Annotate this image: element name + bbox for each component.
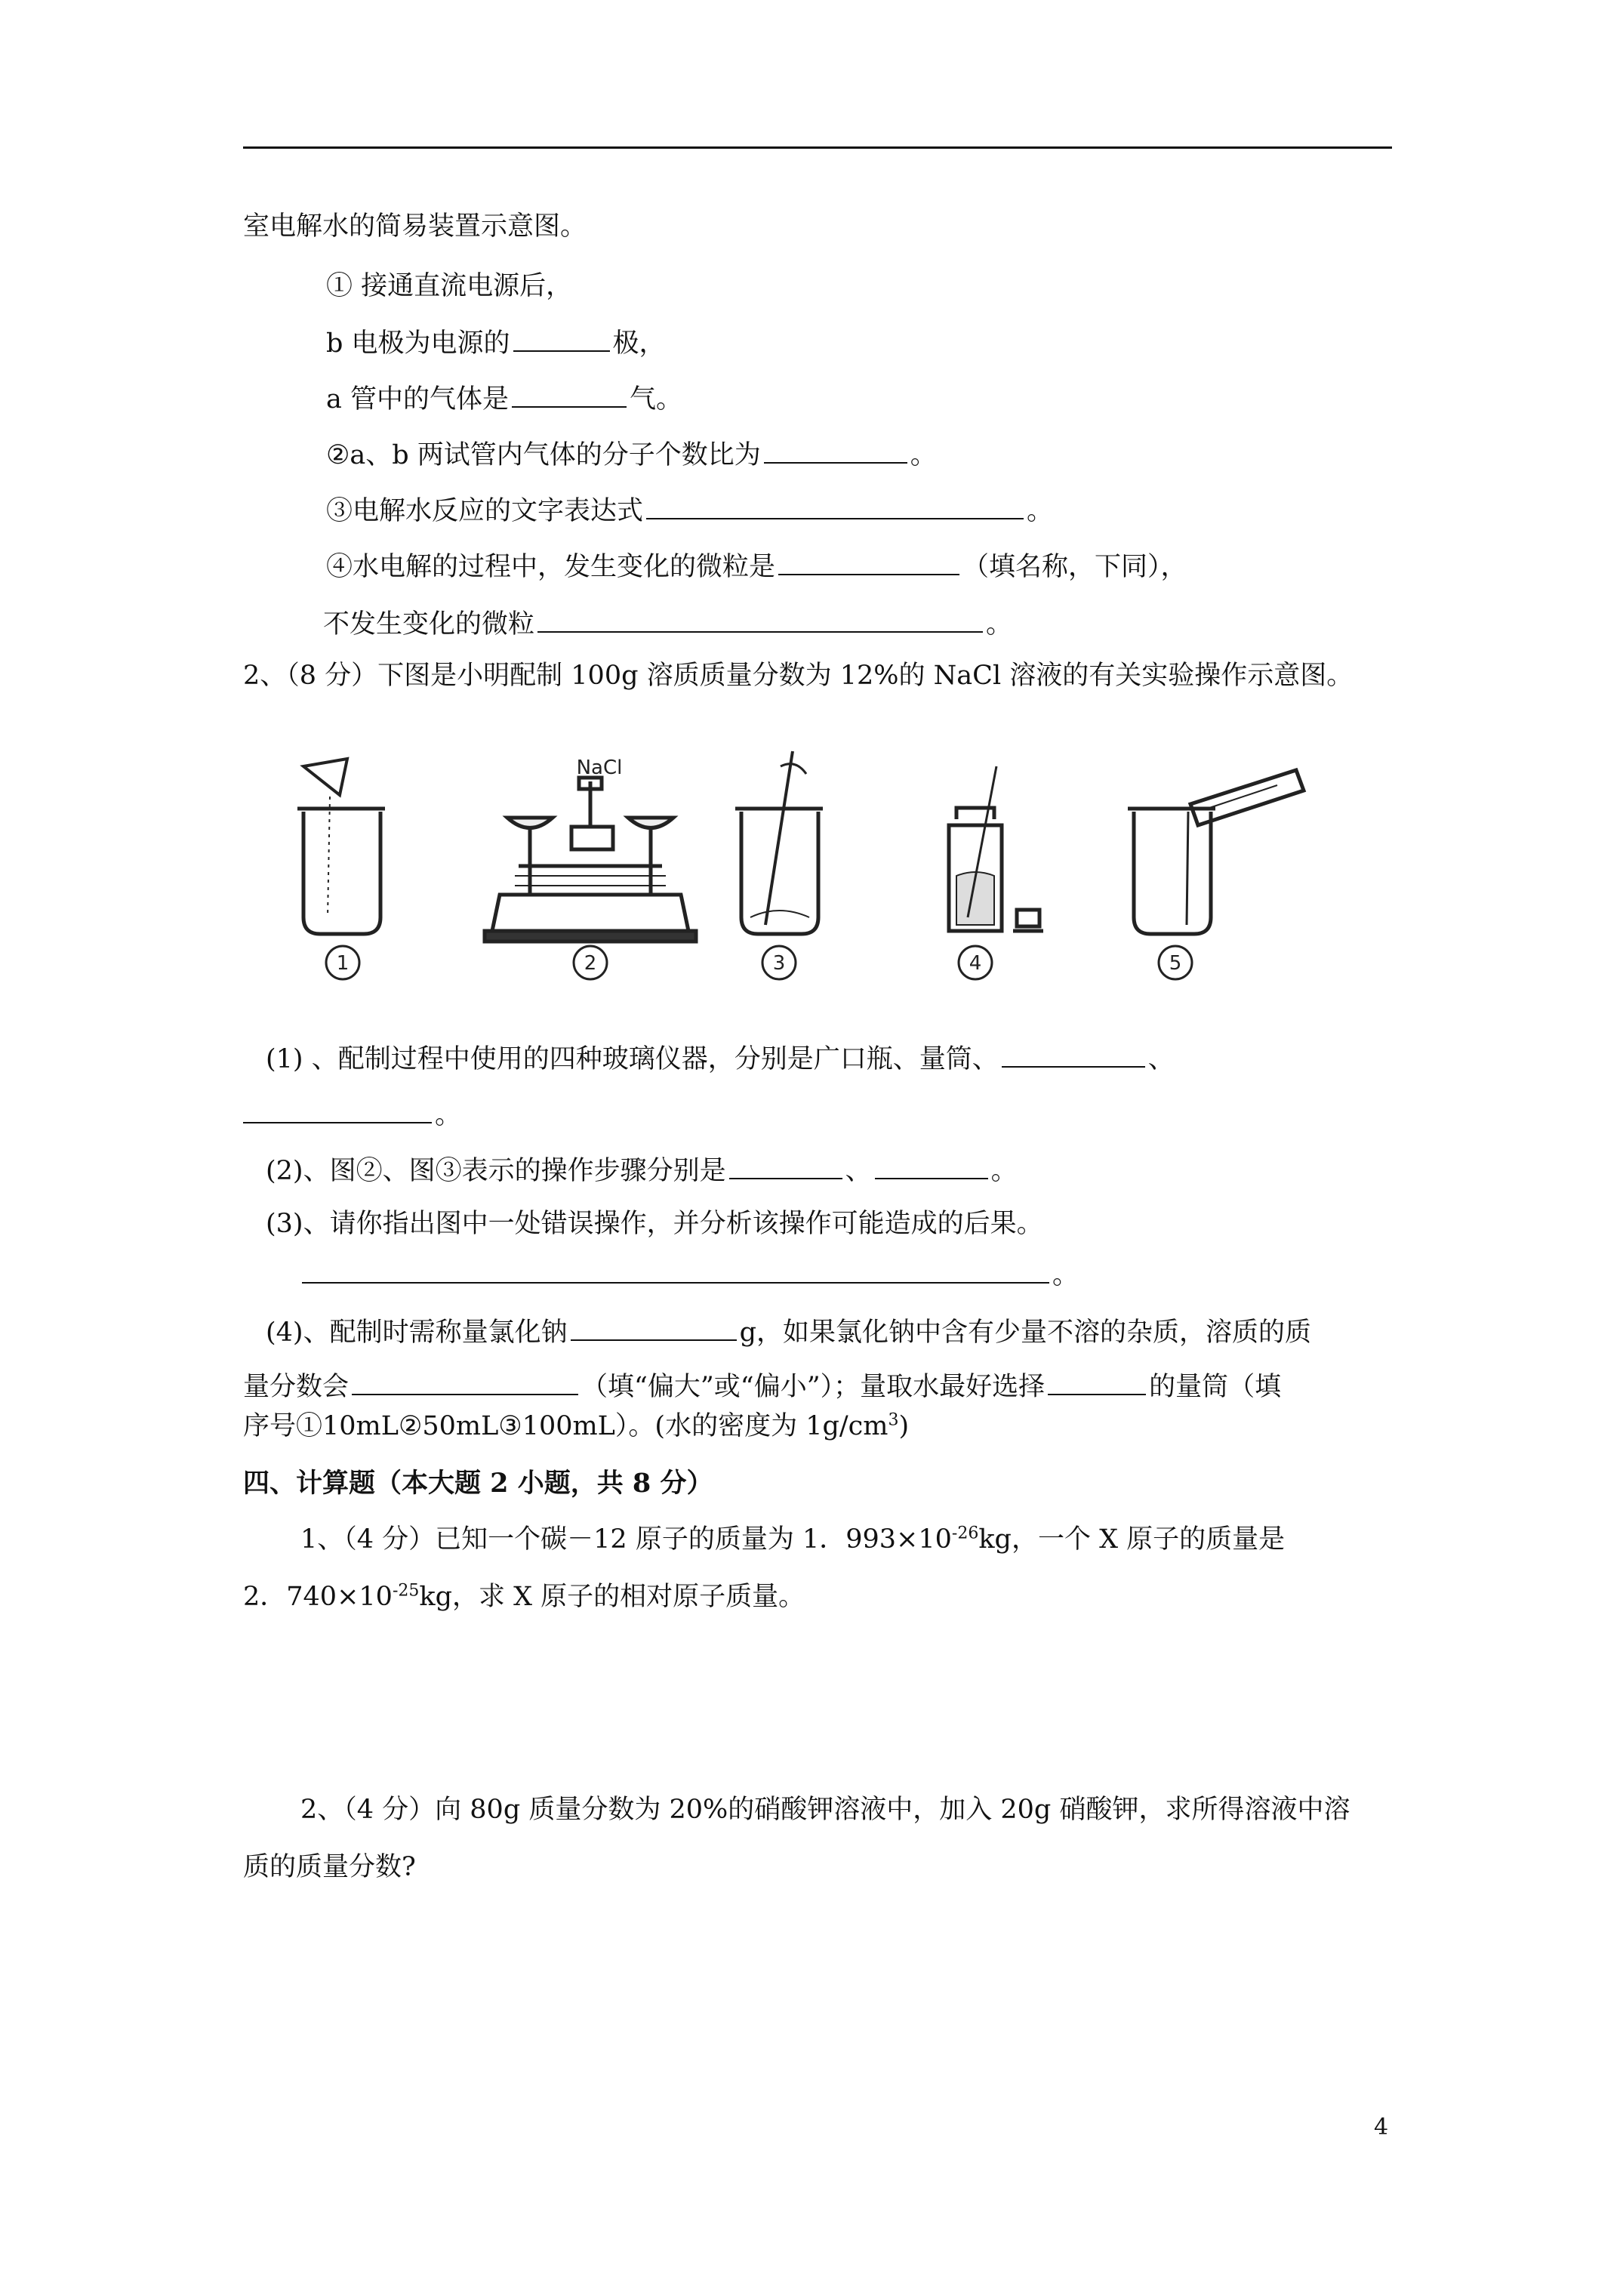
q2-part-2-text: (2)、图②、图③表示的操作步骤分别是: [266, 1156, 726, 1186]
intro-line: 室电解水的简易装置示意图。: [243, 211, 587, 242]
answer-blank[interactable]: [1002, 1040, 1145, 1068]
page-number: 4: [1374, 2114, 1389, 2140]
answer-blank[interactable]: [1048, 1368, 1146, 1395]
q1-line-3-text: a 管中的气体是: [326, 384, 509, 415]
q2-part-3-answer: [302, 1256, 1079, 1293]
answer-blank[interactable]: [537, 606, 983, 633]
answer-blank[interactable]: [778, 548, 959, 575]
header-rule: [243, 146, 1392, 149]
q1-line-2-text: b 电极为电源的: [326, 328, 510, 359]
q1-line-7-tail: 。: [986, 609, 1013, 639]
experiment-figure: [258, 736, 1307, 985]
q1-line-5: [326, 492, 1053, 529]
q1-line-7: [323, 606, 1012, 642]
q1-line-3-tail: 气。: [630, 384, 683, 415]
beaker-with-graduated-cylinder: [1128, 770, 1304, 934]
q2-part-1: [266, 1040, 1175, 1077]
section-4-heading: 四、计算题（本大题 2 小题，共 8 分）: [243, 1468, 713, 1499]
calc-1-text-a: 1、（4 分）已知一个碳－12 原子的质量为 1．993×10: [300, 1524, 952, 1555]
answer-blank[interactable]: [513, 325, 610, 352]
answer-blank[interactable]: [512, 381, 627, 408]
q2-part-4-line-3: [243, 1409, 909, 1444]
q1-line-6: [326, 548, 1187, 584]
q2-part-2-end: 。: [990, 1156, 1018, 1186]
step-number-5: 5: [1169, 952, 1182, 975]
superscript: -25: [392, 1581, 420, 1601]
step-number-1: 1: [336, 952, 350, 975]
q2-part-2: [266, 1152, 1018, 1188]
superscript: -26: [951, 1524, 979, 1543]
calc-1-text-b: kg，一个 X 原子的质量是: [978, 1524, 1286, 1555]
calc-1-line-2: [243, 1579, 805, 1614]
calc-1-text-d: kg，求 X 原子的相对原子质量。: [419, 1582, 805, 1612]
answer-blank[interactable]: [243, 1096, 432, 1123]
step-number-3: 3: [772, 952, 786, 975]
answer-blank[interactable]: [302, 1256, 1049, 1284]
answer-blank[interactable]: [764, 436, 907, 464]
q2-part-4-line-2-mid: （填“偏大”或“偏小”）；量取水最好选择: [581, 1372, 1046, 1402]
q2-part-1-text: (1) 、配制过程中使用的四种玻璃仪器，分别是广口瓶、量筒、: [266, 1044, 999, 1074]
q2-part-4-text: (4)、配制时需称量氯化钠: [266, 1318, 568, 1348]
q2-part-1-cont: [243, 1096, 461, 1133]
q2-part-2-sep: 、: [845, 1156, 872, 1186]
q2-part-4-line-3-end: ): [898, 1411, 910, 1441]
q1-line-7-text: 不发生变化的微粒: [323, 609, 535, 639]
q2-part-1-end: 。: [435, 1100, 462, 1130]
q1-line-4: [326, 436, 937, 473]
q2-part-4-line-2-tail: 的量筒（填: [1149, 1372, 1282, 1402]
beaker-with-glass-rod: [735, 751, 823, 934]
beaker-with-paper: [297, 759, 385, 934]
q1-line-6-text: ④水电解的过程中，发生变化的微粒是: [326, 552, 776, 582]
q2-part-3-end: 。: [1052, 1260, 1079, 1290]
calc-1-text-c: 2．740×10: [243, 1582, 393, 1612]
step-number-2: 2: [584, 952, 597, 975]
q2-part-4: [266, 1314, 1311, 1350]
q2-part-3: (3)、请你指出图中一处错误操作，并分析该操作可能造成的后果。: [266, 1209, 1043, 1239]
q2-part-1-sep: 、: [1147, 1044, 1175, 1074]
answer-blank[interactable]: [571, 1314, 737, 1341]
q1-line-5-text: ③电解水反应的文字表达式: [326, 496, 644, 526]
q1-line-5-tail: 。: [1027, 496, 1054, 526]
q2-part-4-line-3-text: 序号①10mL②50mL③100mL）。(水的密度为 1g/cm: [243, 1411, 888, 1441]
answer-blank[interactable]: [352, 1368, 578, 1395]
calc-2-line-1: 2、（4 分）向 80g 质量分数为 20%的硝酸钾溶液中，加入 20g 硝酸钾，求所得溶液中溶: [300, 1795, 1350, 1825]
step-number-4: 4: [969, 952, 982, 975]
q1-line-6-tail: （填名称，下同），: [962, 552, 1187, 582]
q1-line-1: ① 接通直流电源后，: [326, 271, 573, 301]
q1-line-4-text: ②a、b 两试管内气体的分子个数比为: [326, 440, 761, 470]
q1-line-2-tail: 极，: [612, 328, 666, 359]
q2-part-4-tail: g，如果氯化钠中含有少量不溶的杂质，溶质的质: [739, 1318, 1312, 1348]
q1-line-2: [326, 325, 666, 361]
calc-2-line-2: 质的质量分数?: [243, 1852, 416, 1882]
q2-title: 2、（8 分）下图是小明配制 100g 溶质质量分数为 12%的 NaCl 溶液的有关实验操作示意图。: [243, 661, 1354, 691]
q2-part-4-line-2-text: 量分数会: [243, 1372, 350, 1402]
balance-scale: [485, 778, 696, 942]
answer-blank[interactable]: [646, 492, 1024, 519]
reagent-jar: [949, 766, 1043, 931]
q1-line-3: [326, 381, 682, 417]
answer-blank[interactable]: [729, 1152, 842, 1179]
calc-1-line-1: [300, 1522, 1285, 1557]
nacl-label: NaCl: [576, 757, 623, 779]
superscript: 3: [888, 1410, 899, 1430]
q1-line-4-tail: 。: [910, 440, 937, 470]
answer-blank[interactable]: [875, 1152, 988, 1179]
q2-part-4-line-2: [243, 1368, 1281, 1404]
